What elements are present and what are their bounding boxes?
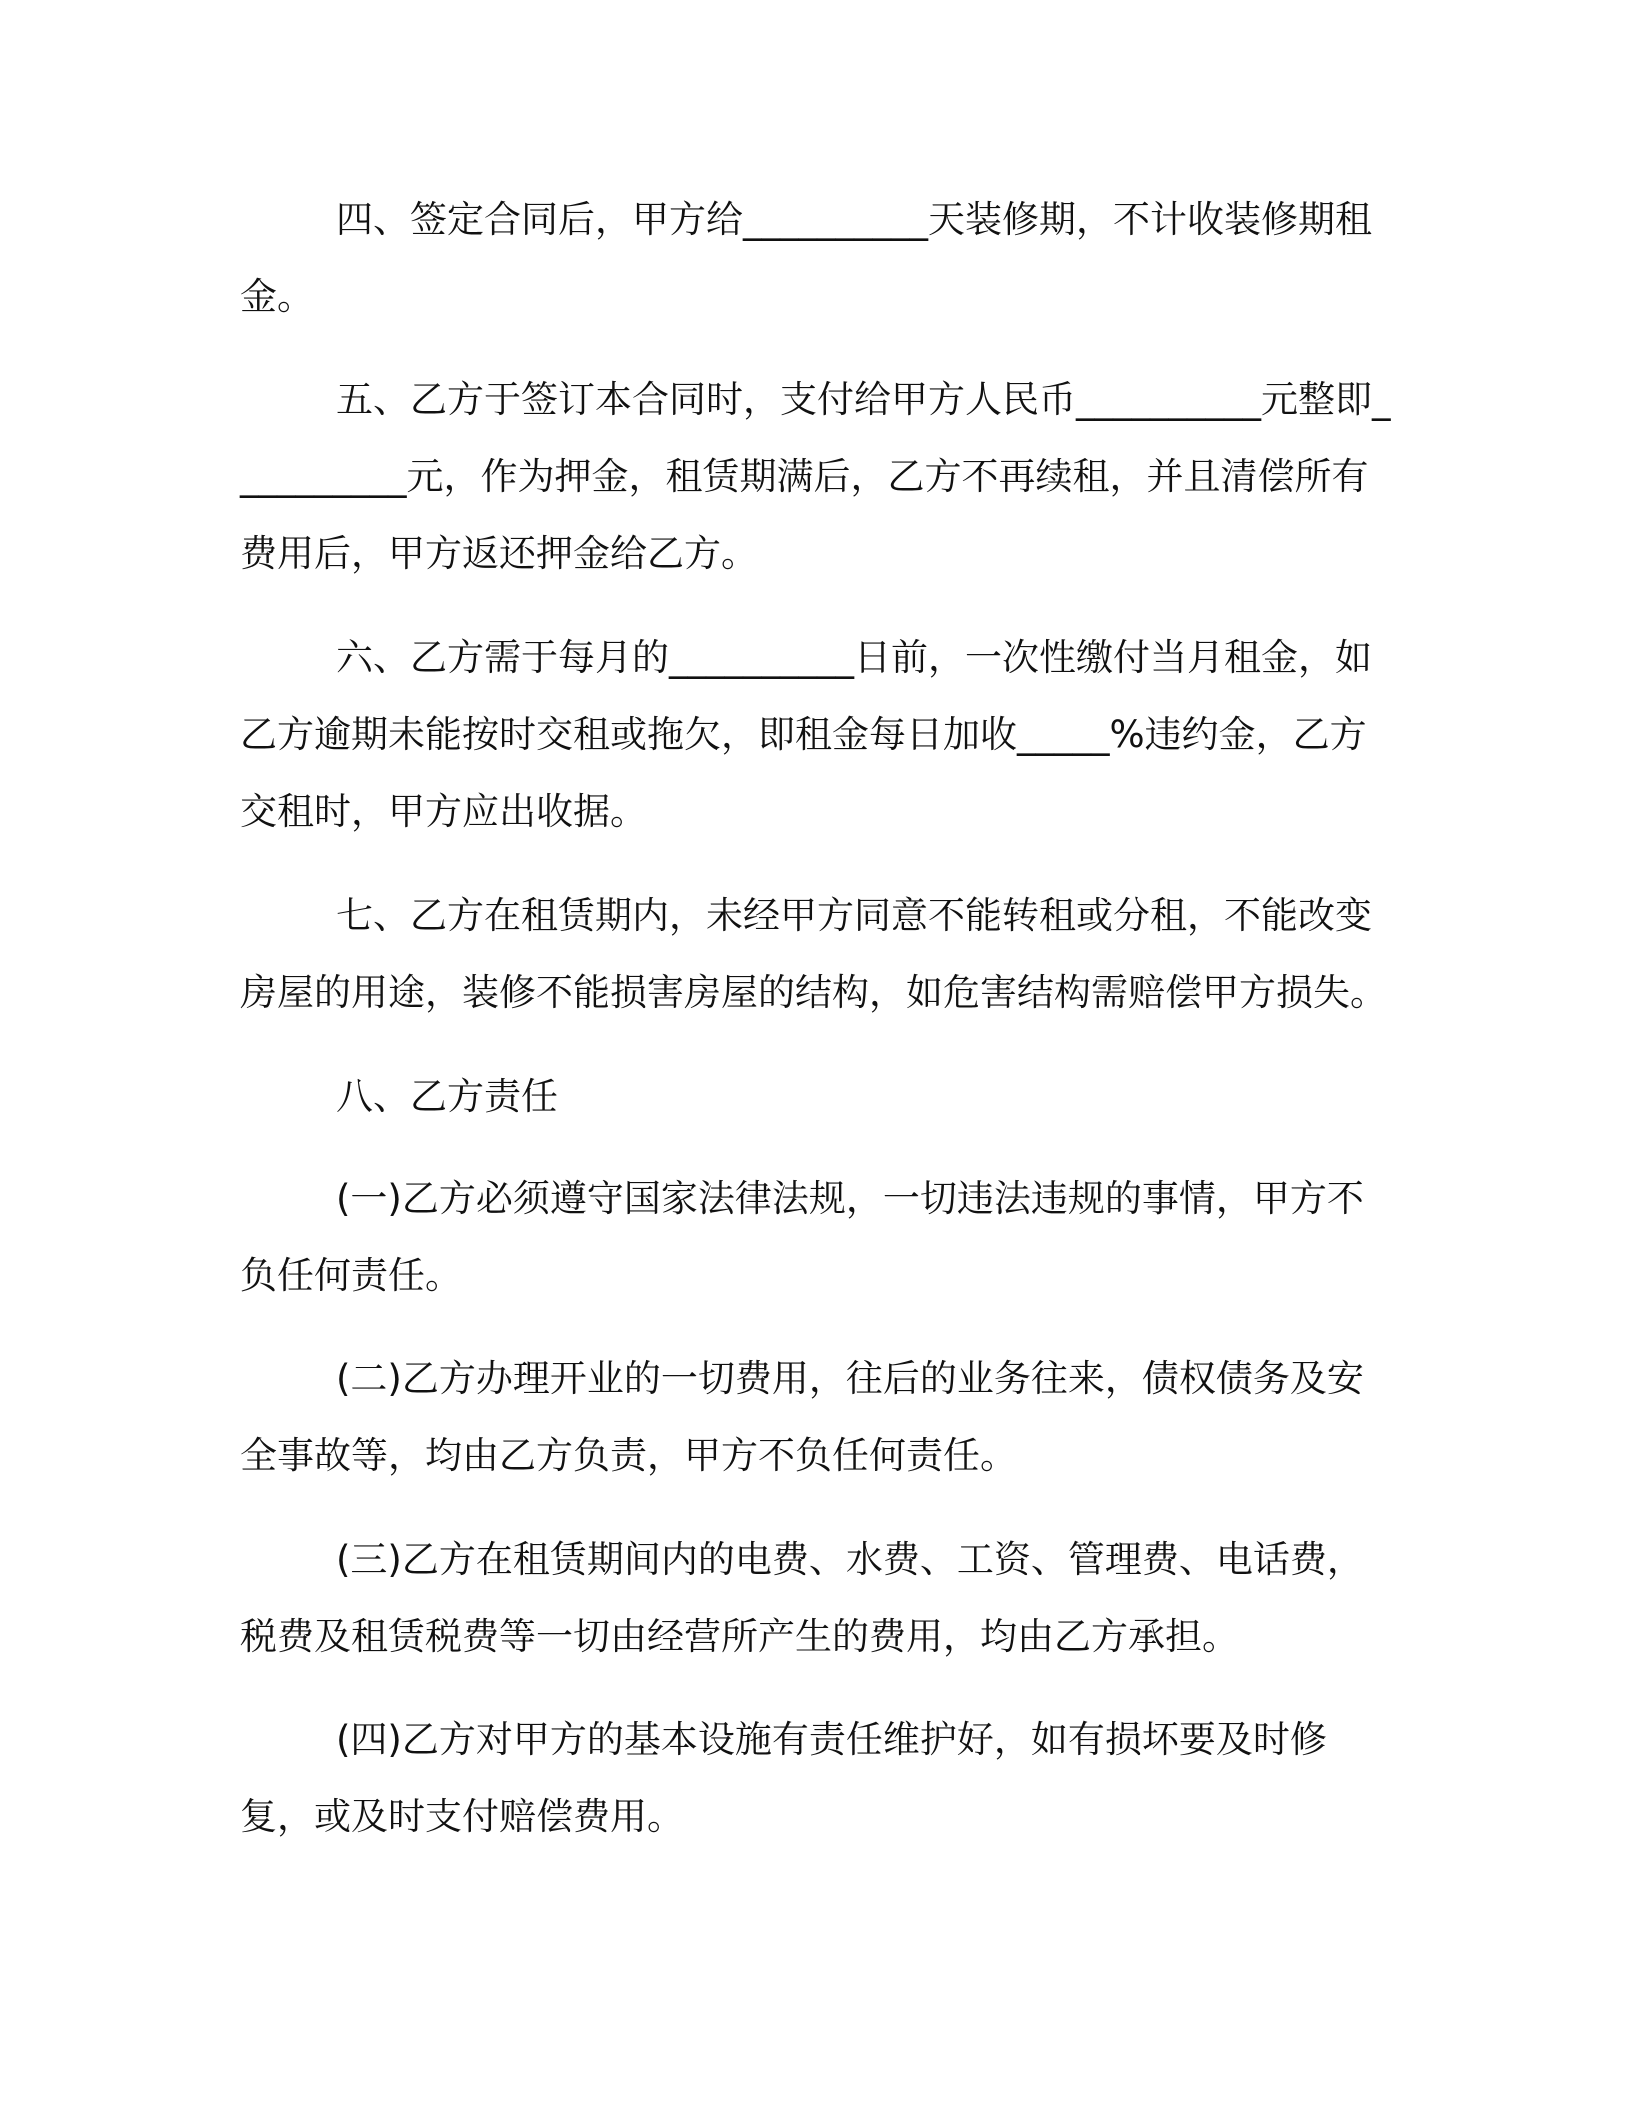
clause-eight-item-two: (二)乙方办理开业的一切费用，往后的业务往来，债权债务及安全事故等，均由乙方负责，甲方不负任何责任。 — [240, 1357, 1364, 1477]
clause-eight-item-four: (四)乙方对甲方的基本设施有责任维护好，如有损坏要及时修复，或及时支付赔偿费用。 — [240, 1718, 1327, 1838]
clause-eight-item-three: (三)乙方在租赁期间内的电费、水费、工资、管理费、电话费，税费及租赁税费等一切由经营所产生的费用，均由乙方承担。 — [240, 1538, 1364, 1658]
clause-five-deposit: 五、乙方于签订本合同时，支付给甲方人民币__________元整即__________元，作为押金，租赁期满后，乙方不再续租，并且清偿所有费用后，甲方返还押金给乙方。 — [240, 378, 1391, 575]
clause-eight-item-one: (一)乙方必须遵守国家法律法规，一切违法违规的事情，甲方不负任何责任。 — [240, 1177, 1364, 1297]
clause-four-renovation-period: 四、签定合同后，甲方给__________天装修期，不计收装修期租金。 — [240, 198, 1372, 318]
clause-six-monthly-rent: 六、乙方需于每月的__________日前，一次性缴付当月租金，如乙方逾期未能按时交租或拖欠，即租金每日加收_____%违约金，乙方交租时，甲方应出收据。 — [240, 636, 1372, 833]
clause-eight-heading: 八、乙方责任 — [336, 1075, 558, 1118]
clause-seven-no-sublease: 七、乙方在租赁期内，未经甲方同意不能转租或分租，不能改变房屋的用途，装修不能损害房屋的结构，如危害结构需赔偿甲方损失。 — [240, 894, 1387, 1014]
